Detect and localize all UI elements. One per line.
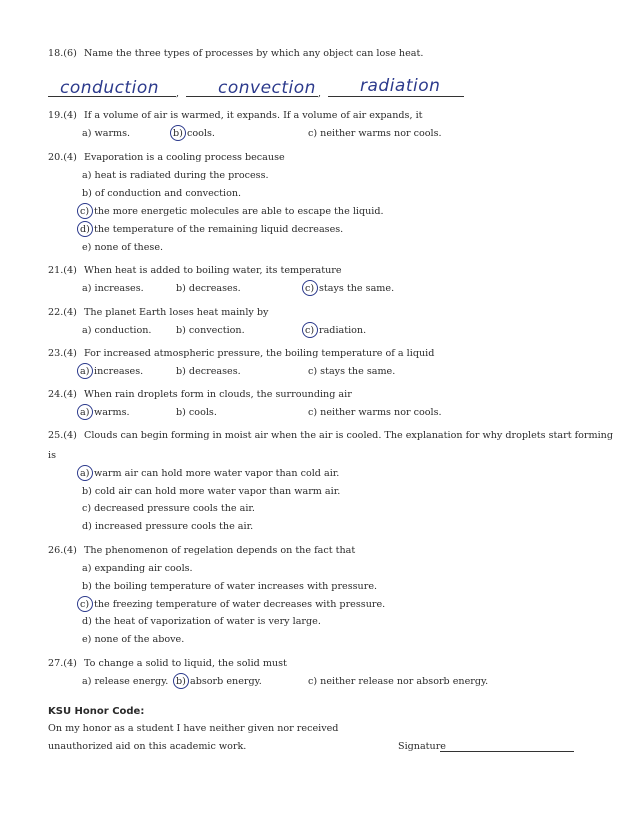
- q26-option-c-text: the freezing temperature of water decreases with pressure.: [94, 599, 386, 610]
- q24-option-a-letter: a): [80, 407, 90, 418]
- q21-option-c-letter: c): [305, 283, 315, 294]
- q24-option-c: c) neither warms nor cools.: [308, 407, 442, 418]
- q27-number: 27.(4): [48, 658, 77, 669]
- q24-option-b: b) cools.: [176, 407, 217, 418]
- q20-option-a: a) heat is radiated during the process.: [82, 170, 269, 181]
- q18-answer-1: conduction: [60, 78, 159, 98]
- q19-option-b-text: cools.: [187, 128, 215, 139]
- q22-option-a: a) conduction.: [82, 325, 152, 336]
- q18-number: 18.(6): [48, 48, 77, 59]
- q20-option-d-text: the temperature of the remaining liquid decreases.: [94, 224, 344, 235]
- q20-text: Evaporation is a cooling process because: [84, 152, 285, 163]
- q25-option-d: d) increased pressure cools the air.: [82, 521, 254, 532]
- q19-text: If a volume of air is warmed, it expands. If a volume of air expands, it: [84, 110, 423, 121]
- q27-text: To change a solid to liquid, the solid must: [84, 658, 287, 669]
- q24-option-a-text: warms.: [94, 407, 130, 418]
- q18-separator-1: ,: [176, 88, 180, 99]
- q26-number: 26.(4): [48, 545, 77, 556]
- q21-option-b: b) decreases.: [176, 283, 241, 294]
- q23-number: 23.(4): [48, 348, 77, 359]
- q23-option-c: c) stays the same.: [308, 366, 396, 377]
- q26-option-e: e) none of the above.: [82, 634, 185, 645]
- q27-option-b-text: absorb energy.: [190, 676, 262, 687]
- q23-option-a-text: increases.: [94, 366, 144, 377]
- q25-text-cont: is: [48, 450, 56, 461]
- q25-option-a-text: warm air can hold more water vapor than cold air.: [94, 468, 340, 479]
- honor-code-line-1: On my honor as a student I have neither given nor received: [48, 723, 339, 734]
- q26-option-d: d) the heat of vaporization of water is very large.: [82, 616, 321, 627]
- q20-option-b: b) of conduction and convection.: [82, 188, 242, 199]
- q25-number: 25.(4): [48, 430, 77, 441]
- q18-separator-2: ,: [318, 88, 322, 99]
- q25-option-c: c) decreased pressure cools the air.: [82, 503, 255, 514]
- q27-option-b-letter: b): [176, 676, 186, 687]
- q25-option-b: b) cold air can hold more water vapor than warm air.: [82, 486, 341, 497]
- q25-option-a-letter: a): [80, 468, 90, 479]
- honor-code-title: KSU Honor Code:: [48, 706, 145, 717]
- q20-number: 20.(4): [48, 152, 77, 163]
- q23-option-b: b) decreases.: [176, 366, 241, 377]
- q18-text: Name the three types of processes by which any object can lose heat.: [84, 48, 424, 59]
- q19-option-c: c) neither warms nor cools.: [308, 128, 442, 139]
- q26-option-c-letter: c): [80, 599, 90, 610]
- q20-option-e: e) none of these.: [82, 242, 164, 253]
- q22-option-c-letter: c): [305, 325, 315, 336]
- q19-option-b-letter: b): [173, 128, 183, 139]
- q21-option-a: a) increases.: [82, 283, 144, 294]
- q22-option-b: b) convection.: [176, 325, 245, 336]
- q20-option-c-text: the more energetic molecules are able to escape the liquid.: [94, 206, 384, 217]
- q19-number: 19.(4): [48, 110, 77, 121]
- signature-line[interactable]: [440, 751, 574, 752]
- q26-text: The phenomenon of regelation depends on the fact that: [84, 545, 356, 556]
- q20-option-d-letter: d): [80, 224, 90, 235]
- q23-text: For increased atmospheric pressure, the boiling temperature of a liquid: [84, 348, 435, 359]
- q24-text: When rain droplets form in clouds, the surrounding air: [84, 389, 352, 400]
- q21-text: When heat is added to boiling water, its temperature: [84, 265, 342, 276]
- q22-number: 22.(4): [48, 307, 77, 318]
- q22-option-c-text: radiation.: [319, 325, 367, 336]
- q20-option-c-letter: c): [80, 206, 90, 217]
- q21-option-c-text: stays the same.: [319, 283, 395, 294]
- q27-option-c: c) neither release nor absorb energy.: [308, 676, 489, 687]
- q27-option-a: a) release energy.: [82, 676, 169, 687]
- q19-option-a: a) warms.: [82, 128, 131, 139]
- q18-answer-2: convection: [218, 78, 316, 98]
- q18-blank-3: [328, 96, 464, 97]
- q21-number: 21.(4): [48, 265, 77, 276]
- q25-text: Clouds can begin forming in moist air when the air is cooled. The explanation for why droplets start forming: [84, 430, 614, 441]
- q18-answer-3: radiation: [360, 76, 441, 96]
- q26-option-b: b) the boiling temperature of water increases with pressure.: [82, 581, 378, 592]
- q24-number: 24.(4): [48, 389, 77, 400]
- q26-option-a: a) expanding air cools.: [82, 563, 193, 574]
- q22-text: The planet Earth loses heat mainly by: [84, 307, 269, 318]
- honor-code-line-2: unauthorized aid on this academic work.: [48, 741, 247, 752]
- signature-label: Signature: [398, 741, 446, 752]
- q23-option-a-letter: a): [80, 366, 90, 377]
